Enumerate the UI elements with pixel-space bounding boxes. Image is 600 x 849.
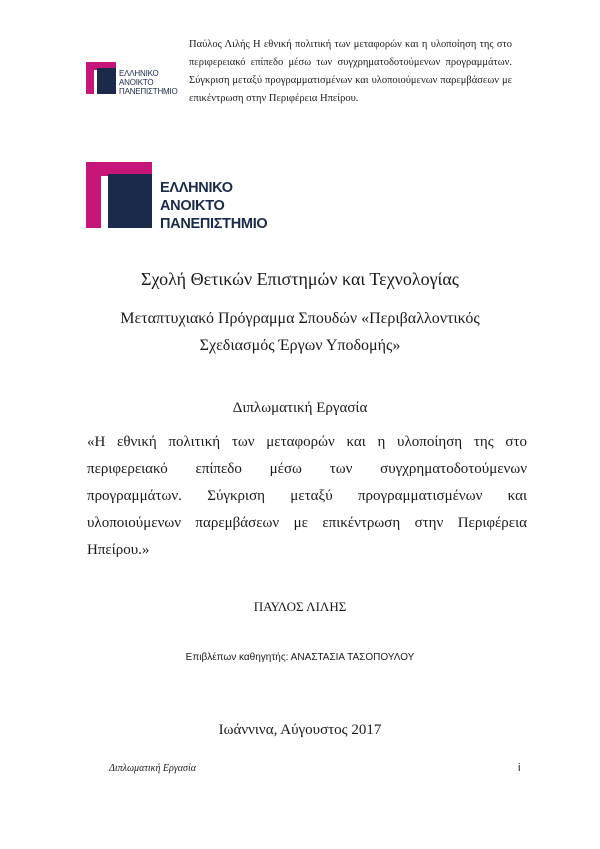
header-logo-text: ΕΛΛΗΝΙΚΟ ΑΝΟΙΚΤΟ ΠΑΝΕΠΙΣΤΗΜΙΟ — [119, 69, 178, 96]
thesis-title-line: περιφερειακό επίπεδο μέσω των συγχρηματοδοτούμενων — [87, 461, 527, 477]
main-logo — [86, 162, 286, 232]
supervisor: Επιβλέπων καθηγητής: ΑΝΑΣΤΑΣΙΑ ΤΑΣΟΠΟΥΛΟΥ — [185, 652, 415, 663]
header-logo — [86, 62, 196, 98]
program-line: Μεταπτυχιακό Πρόγραμμα Σπουδών «Περιβαλλοντικός — [120, 310, 480, 327]
header-citation: Παύλος Λιλής Η εθνική πολιτική των μεταφορών και η υλοποίηση της στο περιφερειακό επίπεδο μέσω των συγχρηματοδοτούμενων προγραμμάτων. Σύγκριση μεταξύ προγραμματισμένων και υλοποιούμενων παρεμβάσεων με επικέντρωση στην Περιφέρεια Ηπείρου. — [189, 39, 512, 104]
thesis-title — [87, 429, 527, 564]
main-logo-text: ΕΛΛΗΝΙΚΟ ΑΝΟΙΚΤΟ ΠΑΝΕΠΙΣΤΗΜΙΟ — [160, 180, 268, 232]
place-date: Ιωάννινα, Αύγουστος 2017 — [218, 722, 382, 738]
thesis-type: Διπλωματική Εργασία — [232, 400, 368, 416]
footer-label: Διπλωματική Εργασία — [109, 763, 196, 774]
page-number: i — [518, 762, 521, 774]
program-name — [60, 305, 540, 359]
university-logo-large-icon — [86, 162, 152, 228]
program-line: Σχεδιασμός Έργων Υποδομής» — [199, 337, 401, 354]
school-name: Σχολή Θετικών Επιστημών και Τεχνολογίας — [141, 269, 459, 289]
thesis-title-line: Ηπείρου.» — [87, 542, 150, 558]
thesis-title-line: προγραμμάτων. Σύγκριση μεταξύ προγραμματισμένων και — [87, 488, 527, 504]
university-logo-icon — [86, 62, 116, 94]
thesis-title-line: «Η εθνική πολιτική των μεταφορών και η υλοποίηση της στο — [87, 434, 527, 450]
author-name: ΠΑΥΛΟΣ ΛΙΛΗΣ — [253, 599, 347, 614]
thesis-title-line: υλοποιούμενων παρεμβάσεων με επικέντρωση στην Περιφέρεια — [87, 515, 527, 531]
